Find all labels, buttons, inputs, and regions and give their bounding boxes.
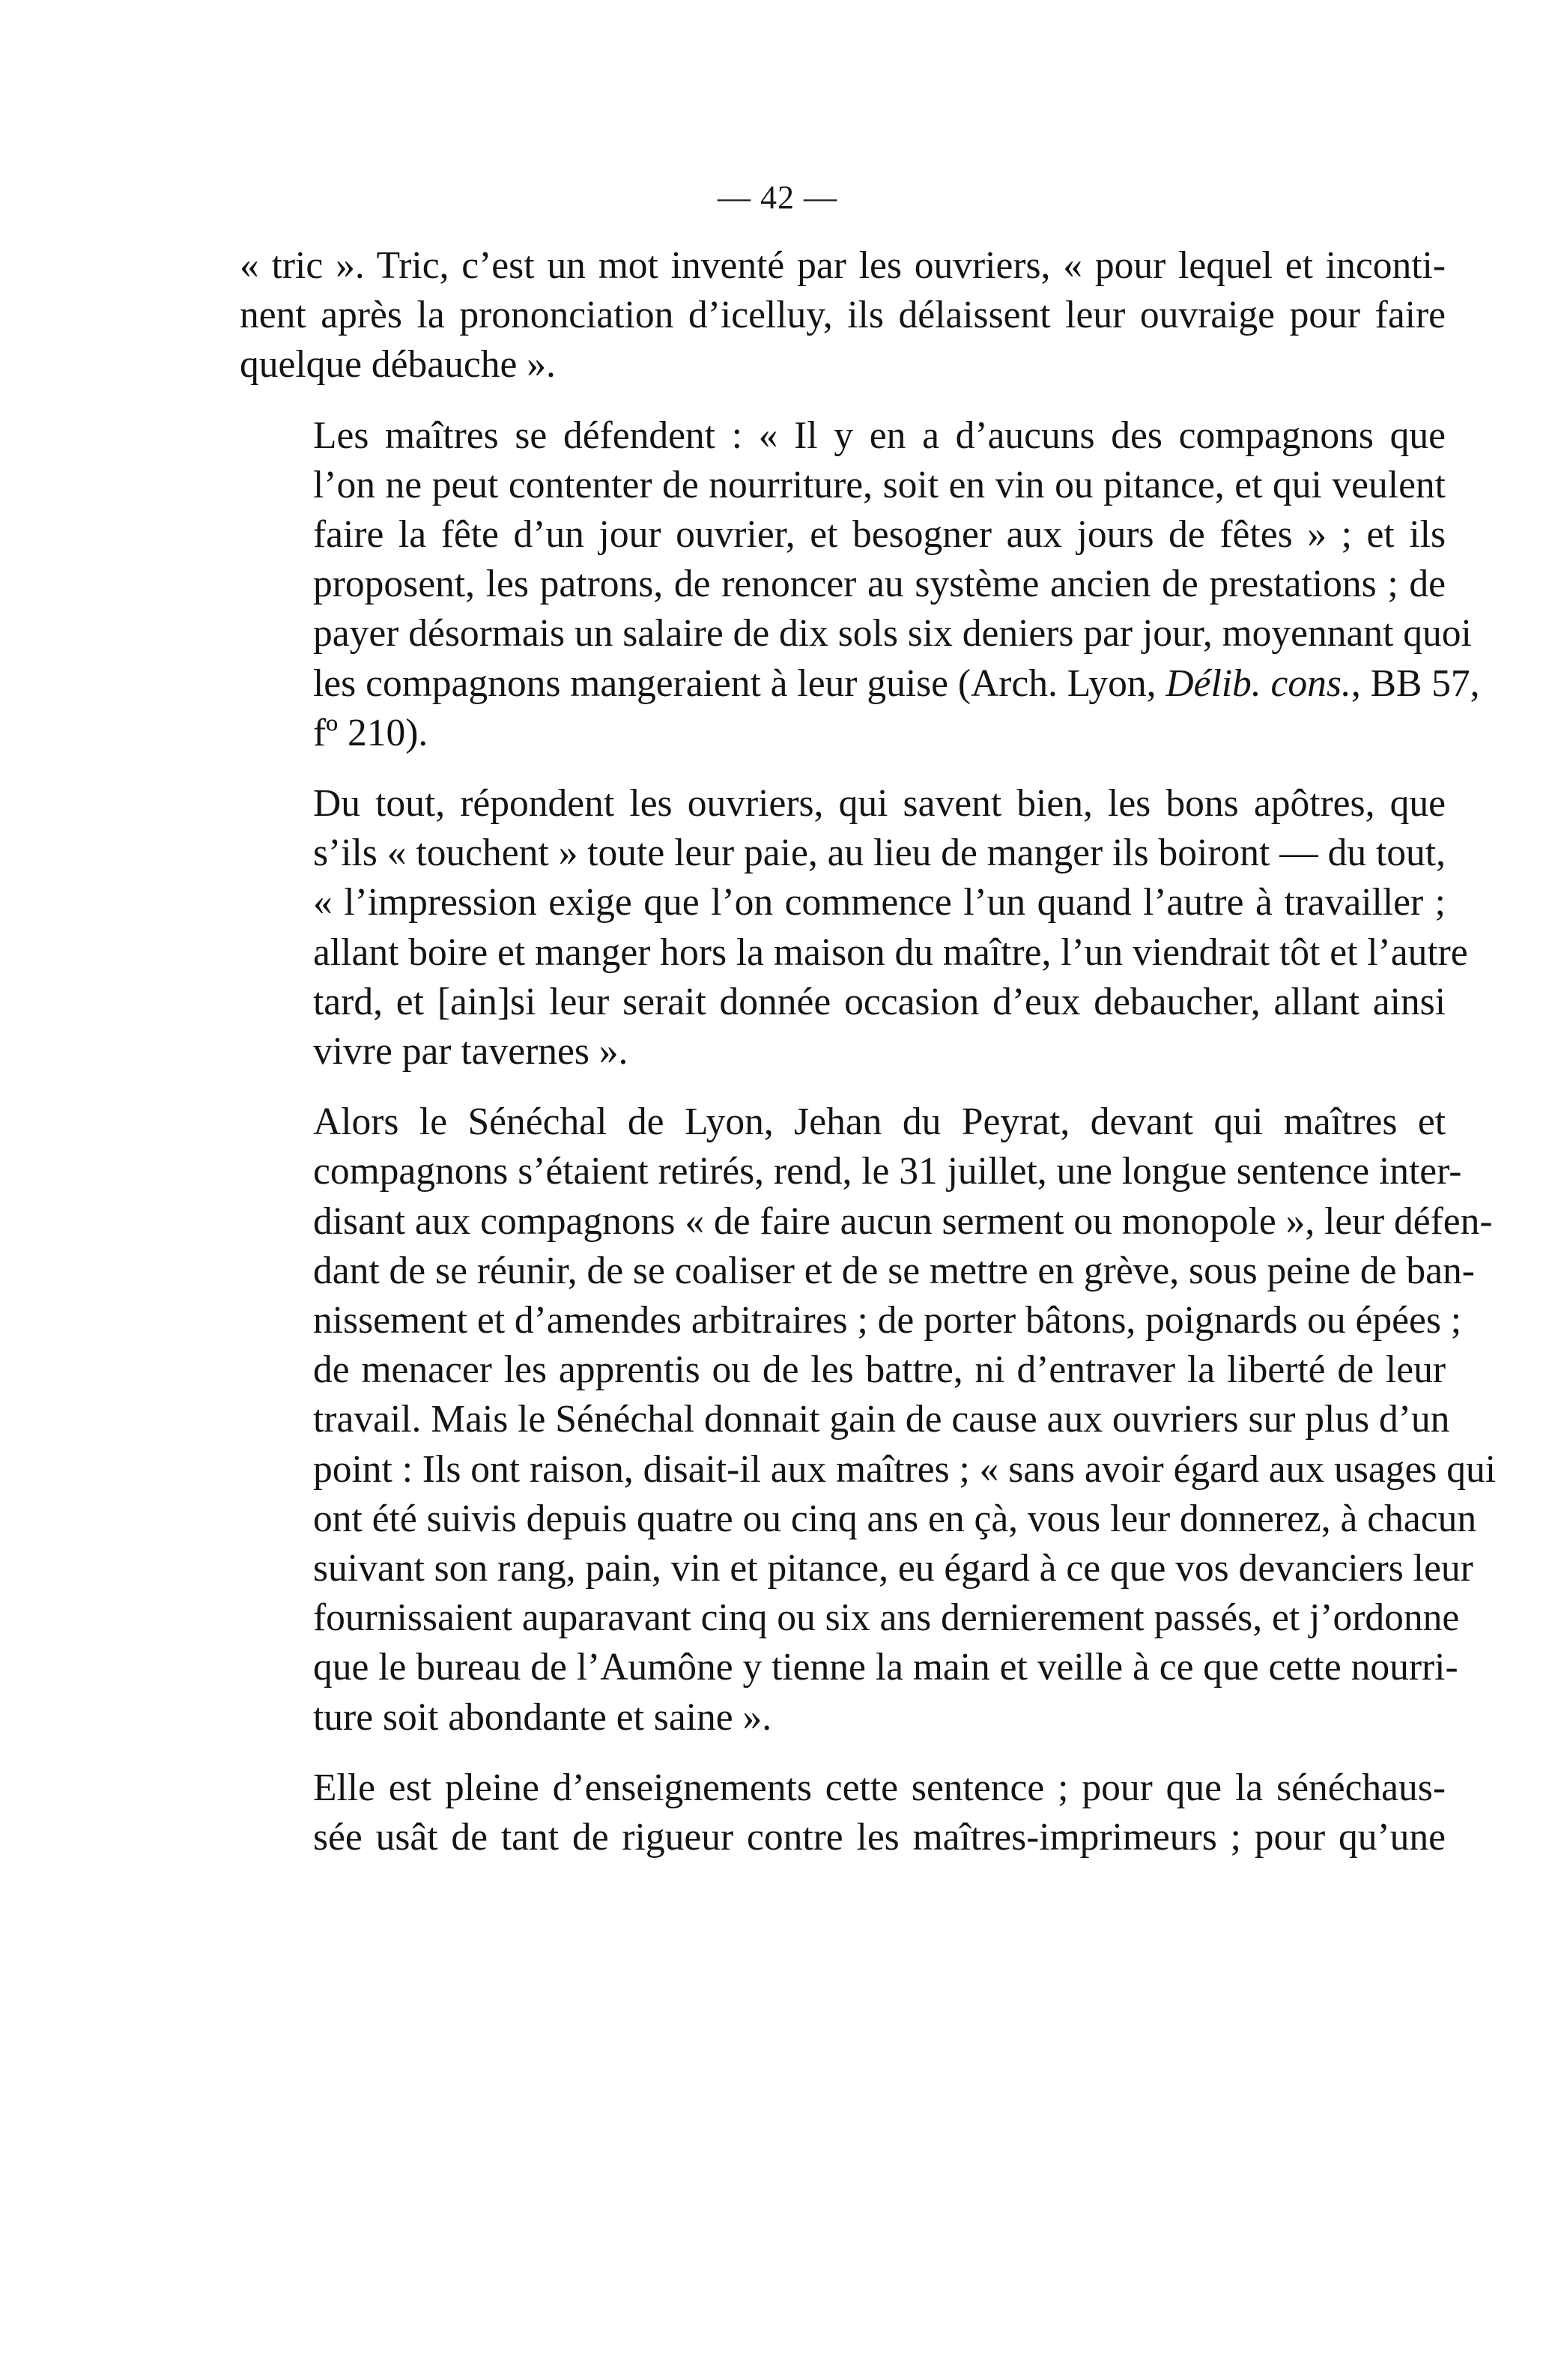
text-line: ont été suivis depuis quatre ou cinq ans en çà, vous leur donnerez, à chacun — [313, 1497, 1477, 1540]
text-line: Les maîtres se défendent : « Il y en a d’aucuns des compagnons que — [313, 414, 1446, 457]
text-segment: , BB 57, — [1351, 661, 1480, 705]
text-segment: les compagnons mangeraient à leur guise (Arch. Lyon, — [313, 661, 1166, 705]
text-line: quelque débauche ». — [240, 343, 556, 387]
text-line: compagnons s’étaient retirés, rend, le 31 juillet, une longue sentence inter- — [313, 1150, 1462, 1193]
text-line: Alors le Sénéchal de Lyon, Jehan du Peyrat, devant qui maîtres et — [313, 1100, 1446, 1144]
text-line: « l’impression exige que l’on commence l’un quand l’autre à travailler ; — [313, 881, 1446, 924]
text-line: dant de se réunir, de se coaliser et de se mettre en grève, sous peine de ban- — [313, 1249, 1475, 1292]
text-line: fournissaient auparavant cinq ou six ans dernierement passés, et j’ordonne — [313, 1596, 1460, 1640]
text-line: l’on ne peut contenter de nourriture, soit en vin ou pitance, et qui veulent — [313, 463, 1446, 506]
text-line: point : Ils ont raison, disait-il aux maîtres ; « sans avoir égard aux usages qui — [313, 1447, 1497, 1491]
text-line: que le bureau de l’Aumône y tienne la main et veille à ce que cette nourri- — [313, 1646, 1458, 1689]
text-line: allant boire et manger hors la maison du maître, l’un viendrait tôt et l’autre — [313, 930, 1468, 974]
text-line: fº 210). — [313, 711, 428, 754]
text-line: disant aux compagnons « de faire aucun serment ou monopole », leur défen- — [313, 1199, 1493, 1243]
text-line: tard, et [ain]si leur serait donnée occasion d’eux debaucher, allant ainsi — [313, 980, 1446, 1023]
text-line: s’ils « touchent » toute leur paie, au lieu de manger ils boiront — du tout, — [313, 832, 1446, 875]
text-line: suivant son rang, pain, vin et pitance, eu égard à ce que vos devanciers leur — [313, 1547, 1473, 1590]
page-number: — 42 — — [718, 179, 837, 216]
paragraph-4 — [240, 1097, 1497, 1742]
body-text — [240, 241, 1497, 1862]
paragraph-5 — [240, 1763, 1446, 1862]
text-line: faire la fête d’un jour ouvrier, et besogner aux jours de fêtes » ; et ils — [313, 513, 1446, 557]
text-line: vivre par tavernes ». — [313, 1030, 628, 1074]
text-line: de menacer les apprentis ou de les battre, ni d’entraver la liberté de leur — [313, 1348, 1446, 1392]
text-line: travail. Mais le Sénéchal donnait gain de cause aux ouvriers sur plus d’un — [313, 1398, 1450, 1441]
text-line: payer désormais un salaire de dix sols six deniers par jour, moyennant quoi — [313, 612, 1472, 655]
text-line: proposent, les patrons, de renoncer au système ancien de prestations ; de — [313, 563, 1446, 606]
text-line: ture soit abondante et saine ». — [313, 1695, 772, 1739]
paragraph-3 — [240, 779, 1468, 1077]
text-line: Du tout, répondent les ouvriers, qui savent bien, les bons apôtres, que — [313, 782, 1446, 826]
text-line: Elle est pleine d’enseignements cette sentence ; pour que la sénéchaus- — [313, 1766, 1446, 1809]
italic-citation: Délib. cons. — [1166, 661, 1351, 705]
text-line: sée usât de tant de rigueur contre les maîtres-imprimeurs ; pour qu’une — [313, 1816, 1446, 1859]
paragraph-2 — [240, 411, 1480, 758]
text-line: nent après la prononciation d’icelluy, ils délaissent leur ouvraige pour faire — [240, 294, 1446, 337]
text-line: nissement et d’amendes arbitraires ; de porter bâtons, poignards ou épées ; — [313, 1299, 1462, 1342]
text-line: « tric ». Tric, c’est un mot inventé par les ouvriers, « pour lequel et inconti- — [240, 244, 1446, 287]
text-line-with-citation — [240, 659, 1480, 709]
paragraph-1 — [240, 241, 1446, 390]
